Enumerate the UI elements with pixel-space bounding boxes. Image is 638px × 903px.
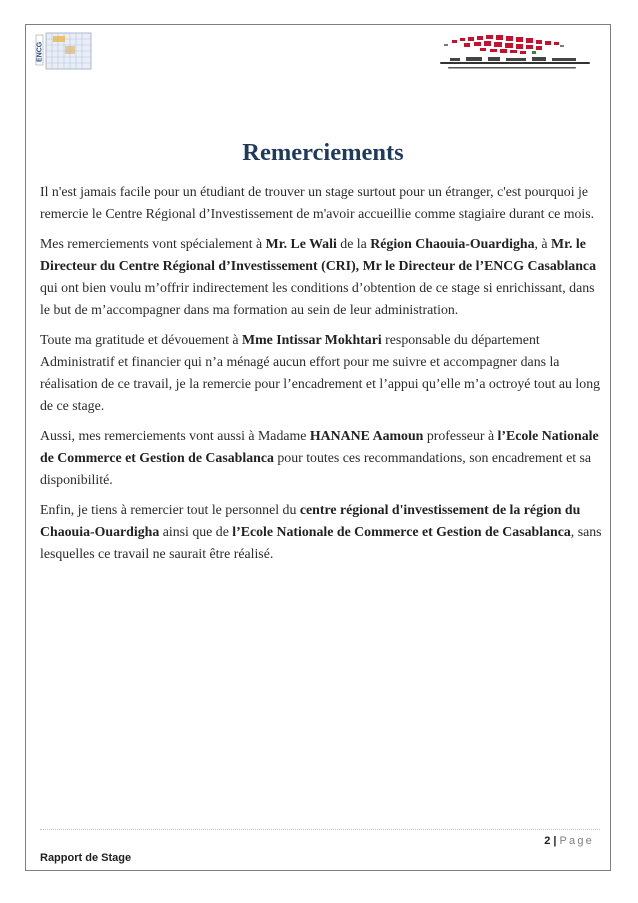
paragraph (40, 499, 602, 565)
report-label: Rapport de Stage (40, 852, 132, 864)
emphasis-text: l’Ecole Nationale de Commerce et Gestion de Casablanca (232, 524, 571, 539)
encg-logo (33, 30, 95, 72)
paragraph-text: Enfin, je tiens à remercier tout le personnel du (40, 502, 300, 517)
emphasis-text: Mr. Le Wali (265, 236, 337, 251)
page-number-label (544, 835, 594, 847)
emphasis-text: HANANE Aamoun (309, 428, 424, 443)
page-number: 2 (544, 835, 551, 847)
paragraph-text: Toute ma gratitude et dévouement à (40, 332, 242, 347)
page-title: Remerciements (242, 139, 404, 166)
page-separator: | (553, 835, 557, 847)
encg-logo-text: ENCG (36, 41, 44, 62)
emphasis-text: l’Ecole Nationale de Commerce et Gestion de Casablanca (40, 428, 599, 465)
paragraph-text: pour toutes ces recommandations, son encadrement et sa disponibilité. (40, 450, 592, 487)
encg-logo-icon (33, 30, 95, 72)
paragraph-text: qui ont bien voulu m’offrir indirectement les conditions d’obtention de ce stage si enrichissant, dans le but de m’accompagner dans ma formation au sein de leur administration. (40, 280, 595, 317)
emphasis-text: Région Chaouia-Ouardigha (370, 236, 535, 251)
paragraph-text: Aussi, mes remerciements vont aussi à Madame (40, 428, 310, 443)
footer-divider (40, 829, 600, 830)
emphasis-text: Mme Intissar Mokhtari (242, 332, 382, 347)
emphasis-text: centre régional d'investissement de la région du Chaouia-Ouardigha (40, 502, 581, 539)
paragraph-text: Il n'est jamais facile pour un étudiant de trouver un stage surtout pour un étranger, c'est pourquoi je remercie le Centre Régional d’Investissement de m'avoir accueillie comme stagiaire durant ce mois. (40, 184, 595, 221)
paragraph (40, 329, 602, 417)
page-word: Page (559, 835, 594, 847)
paragraph (40, 181, 602, 225)
paragraph-text: responsable du département Administratif et financier qui n’a ménagé aucun effort pour me suivre et accompagner dans la réalisation de ce travail, je la remercie pour l’encadrement et l’appui qu’elle m’a octroyé tout au long de ce stage. (40, 332, 601, 413)
emphasis-text: Mr. le Directeur du Centre Régional d’Investissement (CRI), Mr le Directeur de l’ENCG Casablanca (40, 236, 596, 273)
paragraph (40, 233, 602, 321)
cri-logo-icon (420, 30, 600, 82)
paragraph-text: , à (534, 236, 552, 251)
paragraph (40, 425, 602, 491)
document-body (40, 181, 602, 573)
paragraph-text: ainsi que de (159, 524, 233, 539)
paragraph-text: Mes remerciements vont spécialement à (40, 236, 266, 251)
cri-logo (420, 30, 600, 82)
paragraph-text: , sans lesquelles ce travail ne saurait être réalisé. (40, 524, 602, 561)
paragraph-text: professeur à (423, 428, 498, 443)
paragraph-text: de la (336, 236, 371, 251)
